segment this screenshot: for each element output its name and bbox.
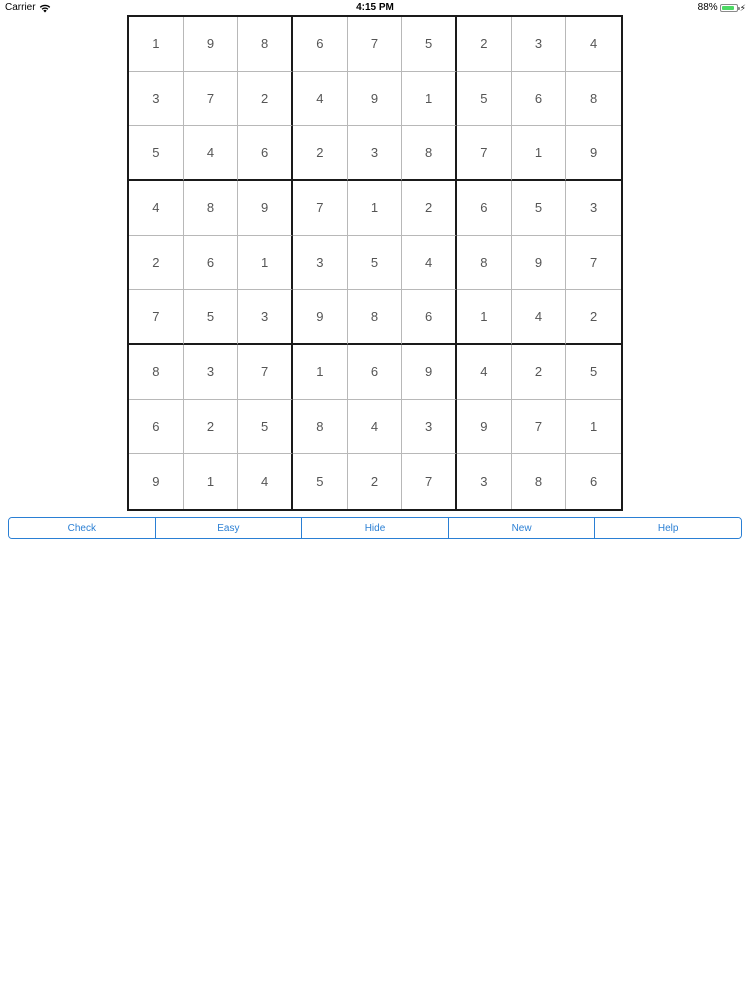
sudoku-cell[interactable]: 3 [184,345,239,400]
sudoku-cell[interactable]: 2 [348,454,403,509]
sudoku-cell[interactable]: 2 [129,236,184,291]
control-segmented [8,517,742,539]
help-button[interactable]: Help [595,518,741,538]
sudoku-cell[interactable]: 1 [402,72,457,127]
sudoku-cell[interactable]: 5 [184,290,239,345]
sudoku-cell[interactable]: 4 [129,181,184,236]
sudoku-cell[interactable]: 4 [293,72,348,127]
sudoku-cell[interactable]: 9 [512,236,567,291]
sudoku-cell[interactable]: 5 [566,345,621,400]
sudoku-cell[interactable]: 3 [457,454,512,509]
sudoku-cell[interactable]: 9 [238,181,293,236]
sudoku-cell[interactable]: 7 [129,290,184,345]
sudoku-cell[interactable]: 6 [184,236,239,291]
sudoku-cell[interactable]: 2 [566,290,621,345]
status-right [698,0,746,16]
sudoku-cell[interactable]: 9 [566,126,621,181]
sudoku-cell[interactable]: 6 [457,181,512,236]
sudoku-cell[interactable]: 7 [293,181,348,236]
sudoku-cell[interactable]: 8 [184,181,239,236]
sudoku-cell[interactable]: 7 [457,126,512,181]
sudoku-cell[interactable]: 2 [238,72,293,127]
sudoku-cell[interactable]: 5 [457,72,512,127]
status-time-wrapper [0,0,750,16]
charging-bolt-icon: ⚡︎ [739,3,746,13]
sudoku-cell[interactable]: 3 [293,236,348,291]
sudoku-cell[interactable]: 3 [238,290,293,345]
sudoku-cell[interactable]: 3 [512,17,567,72]
sudoku-cell[interactable]: 6 [512,72,567,127]
check-button[interactable]: Check [9,518,156,538]
sudoku-cell[interactable]: 1 [184,454,239,509]
sudoku-cell[interactable]: 9 [293,290,348,345]
sudoku-cell[interactable]: 7 [512,400,567,455]
sudoku-cell[interactable]: 4 [184,126,239,181]
sudoku-cell[interactable]: 1 [129,17,184,72]
sudoku-cell[interactable]: 3 [348,126,403,181]
sudoku-cell[interactable]: 7 [238,345,293,400]
sudoku-cell[interactable]: 8 [402,126,457,181]
sudoku-cell[interactable]: 6 [402,290,457,345]
sudoku-cell[interactable]: 8 [238,17,293,72]
sudoku-cell[interactable]: 5 [402,17,457,72]
battery-icon [720,4,738,12]
sudoku-cell[interactable]: 5 [512,181,567,236]
sudoku-cell[interactable]: 5 [348,236,403,291]
sudoku-cell[interactable]: 1 [512,126,567,181]
sudoku-cell[interactable]: 3 [129,72,184,127]
sudoku-cell[interactable]: 2 [512,345,567,400]
status-bar [0,0,750,16]
sudoku-cell[interactable]: 4 [348,400,403,455]
sudoku-cell[interactable]: 9 [184,17,239,72]
status-time: 4:15 PM [356,2,394,13]
sudoku-cell[interactable]: 6 [566,454,621,509]
sudoku-cell[interactable]: 6 [293,17,348,72]
sudoku-cell[interactable]: 5 [293,454,348,509]
sudoku-cell[interactable]: 5 [129,126,184,181]
sudoku-cell[interactable]: 8 [293,400,348,455]
sudoku-cell[interactable]: 1 [348,181,403,236]
sudoku-board [127,15,623,511]
sudoku-cell[interactable]: 1 [238,236,293,291]
sudoku-cell[interactable]: 3 [402,400,457,455]
battery-percent: 88% [697,2,718,13]
new-button[interactable]: New [449,518,596,538]
sudoku-cell[interactable]: 8 [457,236,512,291]
sudoku-cell[interactable]: 7 [348,17,403,72]
sudoku-cell[interactable]: 1 [293,345,348,400]
sudoku-cell[interactable]: 7 [184,72,239,127]
sudoku-cell[interactable]: 4 [402,236,457,291]
wifi-icon [39,3,51,13]
sudoku-cell[interactable]: 7 [402,454,457,509]
sudoku-cell[interactable]: 9 [457,400,512,455]
easy-button[interactable]: Easy [156,518,303,538]
sudoku-cell[interactable]: 3 [566,181,621,236]
sudoku-cell[interactable]: 6 [348,345,403,400]
sudoku-cell[interactable]: 9 [348,72,403,127]
sudoku-cell[interactable]: 6 [238,126,293,181]
sudoku-cell[interactable]: 4 [512,290,567,345]
sudoku-cell[interactable]: 2 [457,17,512,72]
status-left [5,0,51,16]
sudoku-cell[interactable]: 8 [129,345,184,400]
sudoku-cell[interactable]: 4 [238,454,293,509]
sudoku-cell[interactable]: 2 [293,126,348,181]
sudoku-cell[interactable]: 9 [129,454,184,509]
sudoku-cell[interactable]: 4 [457,345,512,400]
sudoku-cell[interactable]: 2 [184,400,239,455]
sudoku-cell[interactable]: 5 [238,400,293,455]
sudoku-cell[interactable]: 2 [402,181,457,236]
sudoku-cell[interactable]: 9 [402,345,457,400]
sudoku-cell[interactable]: 8 [566,72,621,127]
sudoku-cell[interactable]: 4 [566,17,621,72]
sudoku-cell[interactable]: 1 [457,290,512,345]
battery-fill [722,6,734,10]
sudoku-cell[interactable]: 7 [566,236,621,291]
sudoku-cell[interactable]: 6 [129,400,184,455]
sudoku-cell[interactable]: 8 [512,454,567,509]
hide-button[interactable]: Hide [302,518,449,538]
battery-cap [738,7,740,10]
carrier-label: Carrier [5,2,36,13]
sudoku-cell[interactable]: 1 [566,400,621,455]
sudoku-cell[interactable]: 8 [348,290,403,345]
